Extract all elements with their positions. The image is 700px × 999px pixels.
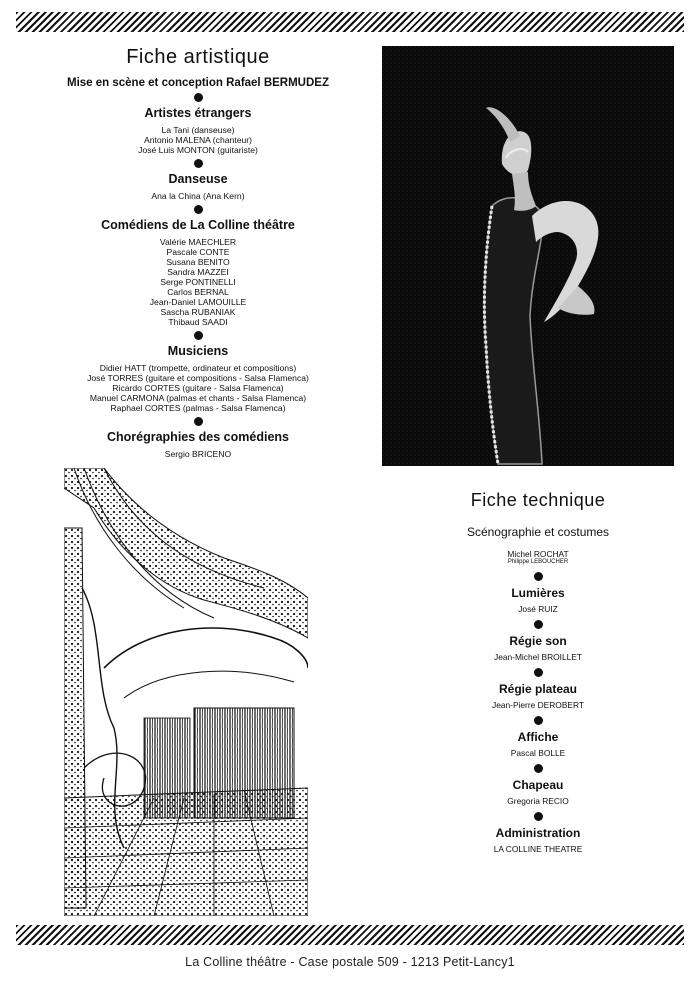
credit-name: Manuel CARMONA (palmas et chants - Salsa Flamenca) <box>89 393 307 403</box>
lighting-list <box>400 604 676 614</box>
credit-name: Sandra MAZZEI <box>167 267 229 277</box>
section-heading-stage-management: Régie plateau <box>498 682 578 696</box>
credit-name: Carlos BERNAL <box>167 287 229 297</box>
section-heading-actors: Comédiens de La Colline théâtre <box>101 218 295 232</box>
bullet-dot <box>194 205 203 214</box>
credit-name: Michel ROCHAT <box>507 549 569 559</box>
musicians-list <box>30 363 366 413</box>
choreography-list <box>30 449 366 459</box>
stage-management-list <box>400 700 676 710</box>
hat-list <box>400 796 676 806</box>
credit-name: José Luis MONTON (guitariste) <box>138 145 258 155</box>
section-heading-sound: Régie son <box>509 634 567 648</box>
poster-list <box>400 748 676 758</box>
bullet-dot <box>534 812 543 821</box>
credit-name: José RUIZ <box>518 604 558 614</box>
director-credit: Mise en scène et conception Rafael BERMUDEZ <box>66 77 329 89</box>
bullet-dot <box>534 716 543 725</box>
credit-name: Didier HATT (trompette, ordinateur et compositions) <box>99 363 297 373</box>
credit-name: LA COLLINE THEATRE <box>493 844 583 854</box>
actors-list <box>30 237 366 327</box>
credit-name-small: Philippe LEBOUCHER <box>507 559 569 565</box>
credit-name: Serge PONTINELLI <box>160 277 236 287</box>
credit-name: Valérie MAECHLER <box>159 237 237 247</box>
bullet-dot <box>534 668 543 677</box>
footer-address: La Colline théâtre - Case postale 509 - 1213 Petit-Lancy1 <box>185 955 515 969</box>
section-heading-dancer: Danseuse <box>168 172 228 186</box>
credit-name: Ricardo CORTES (guitare - Salsa Flamenca) <box>112 383 284 393</box>
credit-name: La Tani (danseuse) <box>161 125 235 135</box>
section-heading-hat: Chapeau <box>512 778 564 792</box>
credit-name: Jean-Michel BROILLET <box>494 652 582 662</box>
bullet-dot <box>194 93 203 102</box>
technical-title: Fiche technique <box>470 490 606 510</box>
bottom-hatched-border <box>16 925 684 945</box>
credit-name: Pascal BOLLE <box>510 748 566 758</box>
stage-set-drawing <box>64 468 308 916</box>
credit-name: Sergio BRICENO <box>164 449 232 459</box>
bullet-dot <box>194 417 203 426</box>
credit-name: Antonio MALENA (chanteur) <box>144 135 252 145</box>
credit-name: Sascha RUBANIAK <box>160 307 236 317</box>
section-heading-musicians: Musiciens <box>167 344 229 358</box>
section-heading-scenography: Scénographie et costumes <box>466 525 610 539</box>
artistic-credits-column <box>30 46 366 459</box>
credit-name: José TORRES (guitare et compositions - Salsa Flamenca) <box>87 373 309 383</box>
bullet-dot <box>534 572 543 581</box>
top-hatched-border <box>16 12 684 32</box>
bullet-dot <box>194 159 203 168</box>
credit-name: Jean-Pierre DEROBERT <box>492 700 584 710</box>
administration-list <box>400 844 676 854</box>
credit-name: Jean-Daniel LAMOUILLE <box>149 297 247 307</box>
foreign-artists-list <box>30 125 366 155</box>
credit-name: Pascale CONTE <box>166 247 230 257</box>
section-heading-poster: Affiche <box>517 730 559 744</box>
dancer-list <box>30 191 366 201</box>
sound-list <box>400 652 676 662</box>
bullet-dot <box>534 620 543 629</box>
bullet-dot <box>534 764 543 773</box>
credit-name: Raphael CORTES (palmas - Salsa Flamenca) <box>110 403 286 413</box>
section-heading-foreign-artists: Artistes étrangers <box>144 106 252 120</box>
credit-name: Susana BENITO <box>166 257 230 267</box>
bullet-dot <box>194 331 203 340</box>
section-heading-choreography: Chorégraphies des comédiens <box>106 430 289 444</box>
section-heading-lighting: Lumières <box>511 586 565 600</box>
credit-name: Thibaud SAADI <box>168 317 228 327</box>
dancer-photograph <box>382 46 674 466</box>
technical-credits-column <box>400 490 676 854</box>
credit-name: Gregoria RECIO <box>507 796 569 806</box>
section-heading-administration: Administration <box>495 826 581 840</box>
credit-name: Ana la China (Ana Kern) <box>151 191 245 201</box>
scenography-list <box>400 549 676 566</box>
artistic-title: Fiche artistique <box>126 46 270 68</box>
